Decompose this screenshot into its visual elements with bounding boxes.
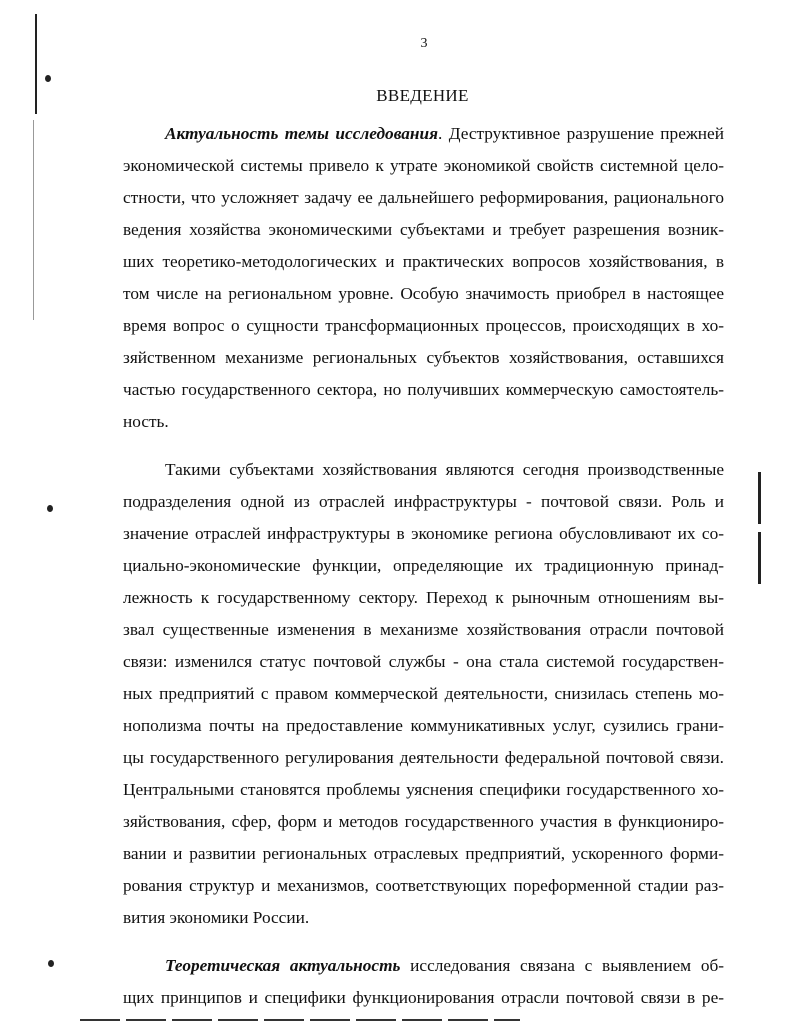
- line-text: ность.: [123, 412, 169, 431]
- text-line: [123, 252, 724, 272]
- line-text: экономической системы привело к утрате экономикой свойств системной цело-: [123, 156, 724, 175]
- scan-edge-line: [33, 120, 34, 320]
- text-line: [123, 988, 724, 1008]
- text-line: [165, 956, 724, 976]
- text-line: [123, 188, 724, 208]
- text-line: [123, 348, 724, 368]
- line-text: зяйствования, сфер, форм и методов государственного участия в функциониро-: [123, 812, 724, 831]
- text-line: [123, 524, 724, 544]
- text-line: [123, 492, 724, 512]
- punch-hole-mark: [48, 960, 54, 967]
- line-text: подразделения одной из отраслей инфраструктуры - почтовой связи. Роль и: [123, 492, 724, 511]
- text-line: [123, 748, 724, 768]
- punch-hole-mark: [45, 75, 51, 82]
- text-line: [165, 124, 724, 144]
- line-text: Такими субъектами хозяйствования являются сегодня производственные: [165, 460, 724, 479]
- section-heading: ВВЕДЕНИЕ: [376, 86, 469, 105]
- line-text: вития экономики России.: [123, 908, 310, 927]
- text-line: [123, 684, 724, 704]
- text-line: [123, 844, 724, 864]
- line-text: щих принципов и специфики функционирования отрасли почтовой связи в ре-: [123, 988, 724, 1007]
- scan-edge-line: [80, 1019, 520, 1021]
- line-text: вании и развитии региональных отраслевых предприятий, ускоренного форми-: [123, 844, 724, 863]
- line-text: цы государственного регулирования деятельности федеральной почтовой связи.: [123, 748, 724, 767]
- text-line: [123, 620, 724, 640]
- line-text: звал существенные изменения в механизме хозяйствования отрасли почтовой: [123, 620, 724, 639]
- line-text: нополизма почты на предоставление коммуникативных услуг, сузились грани-: [123, 716, 724, 735]
- line-text: исследования связана с выявлением об-: [400, 956, 725, 975]
- text-line: [123, 380, 724, 400]
- line-text: ших теоретико-методологических и практических вопросов хозяйствования, в: [123, 252, 724, 271]
- text-line: [123, 156, 724, 176]
- text-line: [123, 876, 724, 896]
- line-text: лежность к государственному сектору. Переход к рыночным отношениям вы-: [123, 588, 724, 607]
- line-text: частью государственного сектора, но получивших коммерческую самостоятель-: [123, 380, 724, 399]
- line-text: стности, что усложняет задачу ее дальнейшего реформирования, рационального: [123, 188, 724, 207]
- text-line: [123, 284, 724, 304]
- text-line: [165, 460, 724, 480]
- scan-edge-line: [758, 472, 761, 524]
- line-text: ных предприятий с правом коммерческой деятельности, снизилась степень мо-: [123, 684, 724, 703]
- text-line: [123, 716, 724, 736]
- line-text: рования структур и механизмов, соответствующих пореформенной стадии раз-: [123, 876, 724, 895]
- page-number: 3: [420, 36, 428, 51]
- line-text: . Деструктивное разрушение прежней: [438, 124, 724, 143]
- text-line: [123, 812, 724, 832]
- line-text: время вопрос о сущности трансформационных процессов, происходящих в хо-: [123, 316, 724, 335]
- text-line: [123, 316, 724, 336]
- text-line: [123, 908, 724, 928]
- text-line: [123, 556, 724, 576]
- line-text: циально-экономические функции, определяющие их традиционную принад-: [123, 556, 724, 575]
- line-text: Центральными становятся проблемы уяснения специфики государственного хо-: [123, 780, 724, 799]
- lead-phrase: Теоретическая актуальность: [165, 956, 401, 975]
- scan-edge-line: [35, 14, 37, 114]
- punch-hole-mark: [47, 505, 53, 512]
- line-text: зяйственном механизме региональных субъектов хозяйствования, оставшихся: [123, 348, 724, 367]
- text-line: [123, 652, 724, 672]
- lead-phrase: Актуальность темы исследования: [165, 124, 439, 143]
- text-line: [123, 780, 724, 800]
- line-text: ведения хозяйства экономическими субъектами и требует разрешения возник-: [123, 220, 724, 239]
- text-line: [123, 220, 724, 240]
- line-text: связи: изменился статус почтовой службы - она стала системой государствен-: [123, 652, 724, 671]
- text-line: [123, 412, 724, 432]
- line-text: том числе на региональном уровне. Особую значимость приобрел в настоящее: [123, 284, 724, 303]
- line-text: значение отраслей инфраструктуры в экономике региона обусловливают их со-: [123, 524, 724, 543]
- scan-edge-line: [758, 532, 761, 584]
- text-line: [123, 588, 724, 608]
